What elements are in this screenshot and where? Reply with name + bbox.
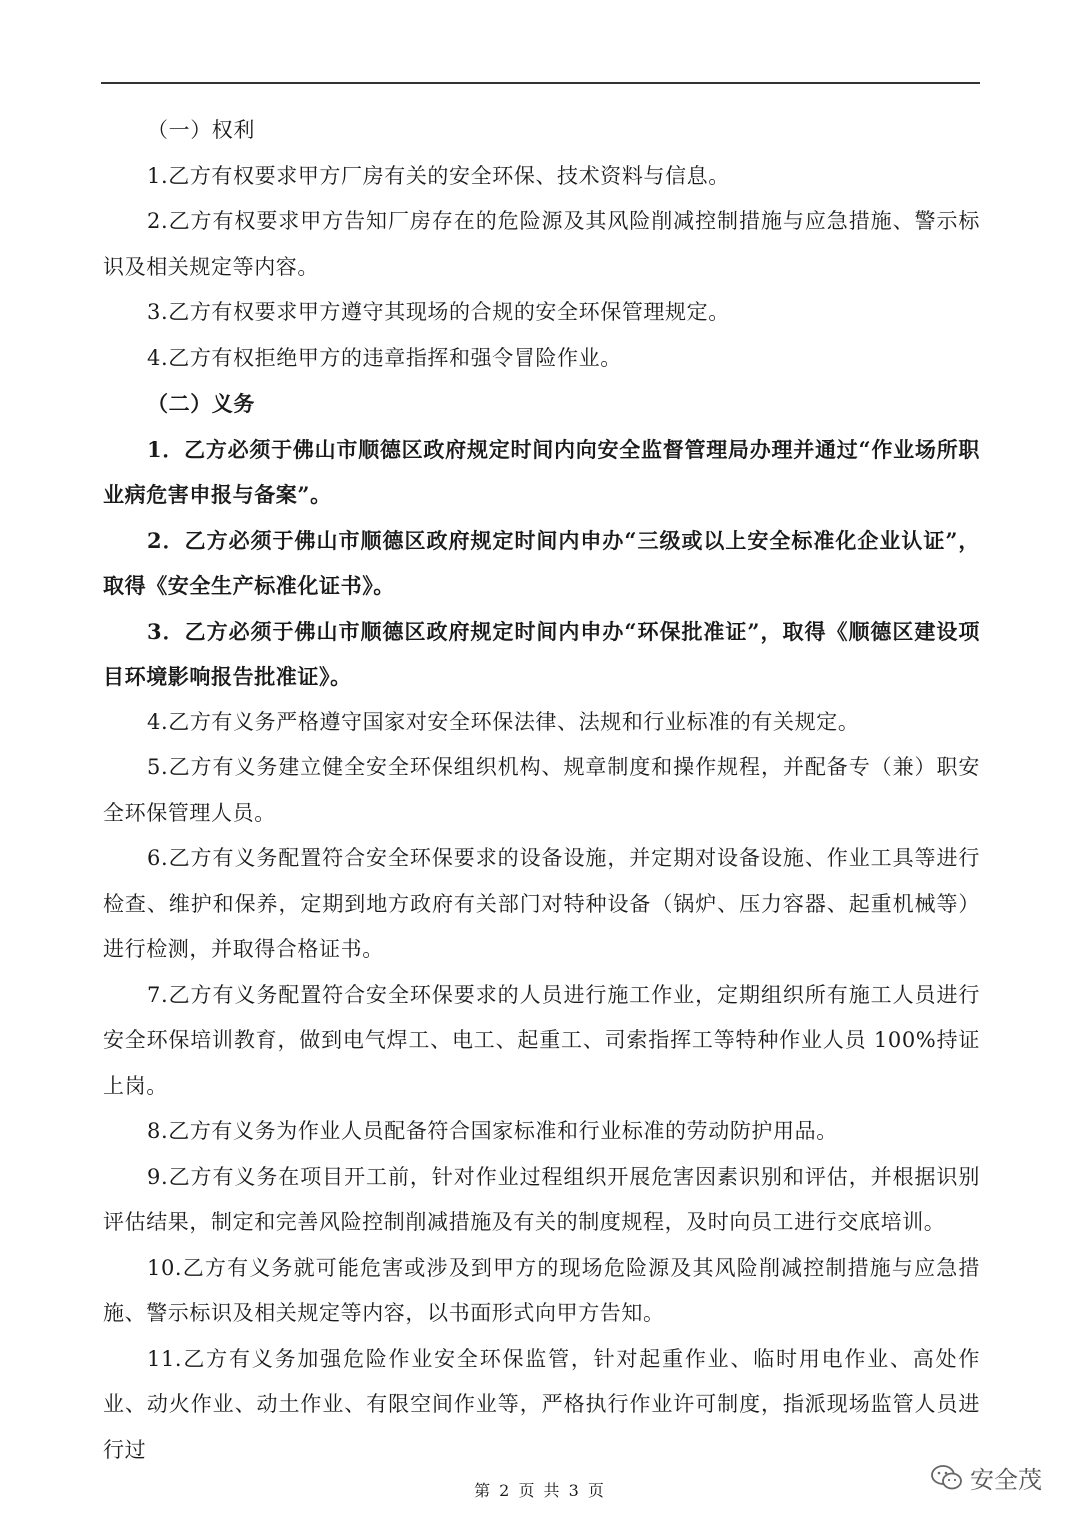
header-rule — [101, 82, 980, 84]
watermark-text: 安全茂 — [970, 1466, 1042, 1494]
wechat-icon — [930, 1464, 964, 1492]
paragraph: 10.乙方有义务就可能危害或涉及到甲方的现场危险源及其风险削减控制措施与应急措施、警示标识及相关规定等内容，以书面形式向甲方告知。 — [103, 1255, 980, 1325]
document-body — [103, 108, 980, 1473]
section-heading-obligations: （二）义务 — [147, 391, 255, 416]
paragraph: 8.乙方有义务为作业人员配备符合国家标准和行业标准的劳动防护用品。 — [147, 1119, 838, 1143]
paragraph: 6.乙方有义务配置符合安全环保要求的设备设施，并定期对设备设施、作业工具等进行检查、维护和保养，定期到地方政府有关部门对特种设备（锅炉、压力容器、起重机械等）进行检测，并取得合格证书。 — [103, 846, 980, 961]
paragraph: 1.乙方有权要求甲方厂房有关的安全环保、技术资料与信息。 — [147, 163, 730, 188]
paragraph: 7.乙方有义务配置符合安全环保要求的人员进行施工作业，定期组织所有施工人员进行安全环保培训教育，做到电气焊工、电工、起重工、司索指挥工等特种作业人员 100%持证上岗。 — [103, 982, 980, 1098]
paragraph-bold: 2．乙方必须于佛山市顺德区政府规定时间内申办“三级或以上安全标准化企业认证”，取得《安全生产标准化证书》。 — [103, 527, 980, 598]
paragraph: 2.乙方有权要求甲方告知厂房存在的危险源及其风险削减控制措施与应急措施、警示标识及相关规定等内容。 — [103, 209, 980, 279]
paragraph: 4.乙方有义务严格遵守国家对安全环保法律、法规和行业标准的有关规定。 — [147, 709, 860, 734]
paragraph: 3.乙方有权要求甲方遵守其现场的合规的安全环保管理规定。 — [147, 300, 730, 324]
paragraph-bold: 3．乙方必须于佛山市顺德区政府规定时间内申办“环保批准证”，取得《顺德区建设项目环境影响报告批准证》。 — [103, 618, 980, 689]
paragraph-bold: 1．乙方必须于佛山市顺德区政府规定时间内向安全监督管理局办理并通过“作业场所职业病危害申报与备案”。 — [103, 436, 980, 507]
paragraph: 9.乙方有义务在项目开工前，针对作业过程组织开展危害因素识别和评估，并根据识别评估结果，制定和完善风险控制削减措施及有关的制度规程，及时向员工进行交底培训。 — [103, 1164, 980, 1234]
watermark — [930, 1460, 1042, 1495]
paragraph: 4.乙方有权拒绝甲方的违章指挥和强令冒险作业。 — [147, 345, 622, 370]
section-heading-rights: （一）权利 — [147, 118, 255, 142]
page-footer: 第 2 页 共 3 页 — [474, 1481, 606, 1500]
paragraph: 11.乙方有义务加强危险作业安全环保监管，针对起重作业、临时用电作业、高处作业、动火作业、动土作业、有限空间作业等，严格执行作业许可制度，指派现场监管人员进行过 — [103, 1346, 980, 1462]
paragraph: 5.乙方有义务建立健全安全环保组织机构、规章制度和操作规程，并配备专（兼）职安全环保管理人员。 — [103, 755, 980, 825]
